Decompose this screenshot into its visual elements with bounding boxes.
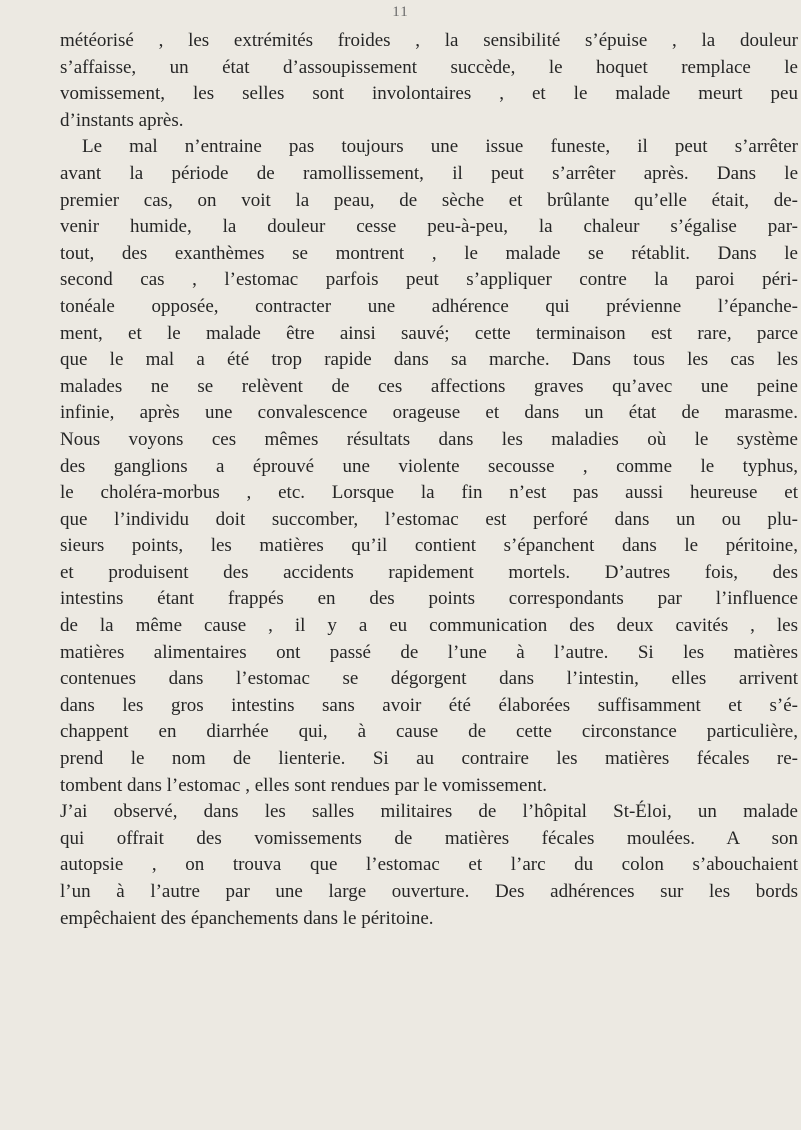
text-line: Le mal n’entraine pas toujours une issue funeste, il peut s’arrêter [82, 136, 798, 158]
text-line: empêchaient des épanchements dans le péritoine. [60, 907, 434, 929]
text-line: ment, et le malade être ainsi sauvé; cette terminaison est rare, parce [60, 322, 798, 344]
text-line: que l’individu doit succomber, l’estomac est perforé dans un ou plu- [60, 508, 798, 530]
text-line: de la même cause , il y a eu communication des deux cavités , les [60, 615, 798, 637]
text-line: tonéale opposée, contracter une adhérence qui prévienne l’épanche- [60, 295, 798, 317]
text-line: qui offrait des vomissements de matières fécales moulées. A son [60, 827, 798, 849]
text-line: autopsie , on trouva que l’estomac et l’arc du colon s’abouchaient [60, 854, 798, 876]
text-line: chappent en diarrhée qui, à cause de cette circonstance particulière, [60, 721, 798, 743]
text-line: infinie, après une convalescence orageuse et dans un état de marasme. [60, 402, 798, 424]
text-line: Nous voyons ces mêmes résultats dans les maladies où le système [60, 428, 798, 450]
page-number: 11 [392, 4, 409, 20]
text-line: météorisé , les extrémités froides , la sensibilité s’épuise , la douleur [60, 30, 798, 51]
text-line: premier cas, on voit la peau, de sèche et brûlante qu’elle était, de- [60, 189, 798, 211]
text-line: matières alimentaires ont passé de l’une à l’autre. Si les matières [60, 641, 798, 663]
text-line: sieurs points, les matières qu’il contient s’épanchent dans le péritoine, [60, 535, 798, 557]
text-line: second cas , l’estomac parfois peut s’appliquer contre la paroi péri- [60, 269, 798, 291]
text-line: intestins étant frappés en des points correspondants par l’influence [60, 588, 798, 610]
text-line: que le mal a été trop rapide dans sa marche. Dans tous les cas les [60, 349, 798, 371]
text-line: d’instants après. [60, 109, 184, 131]
text-line: s’affaisse, un état d’assoupissement succède, le hoquet remplace le [60, 56, 798, 78]
text-line: malades ne se relèvent de ces affections graves qu’avec une peine [60, 375, 798, 397]
text-line: contenues dans l’estomac se dégorgent dans l’intestin, elles arrivent [60, 668, 798, 690]
text-line: prend le nom de lienterie. Si au contraire les matières fécales re- [60, 748, 798, 770]
text-line: et produisent des accidents rapidement mortels. D’autres fois, des [60, 561, 798, 583]
text-line: tout, des exanthèmes se montrent , le malade se rétablit. Dans le [60, 242, 798, 264]
body-text [60, 28, 798, 932]
text-line: l’un à l’autre par une large ouverture. Des adhérences sur les bords [60, 881, 798, 902]
text-line: le choléra-morbus , etc. Lorsque la fin n’est pas aussi heureuse et [60, 482, 798, 504]
text-line: venir humide, la douleur cesse peu-à-peu, la chaleur s’égalise par- [60, 216, 798, 238]
text-line: dans les gros intestins sans avoir été élaborées suffisamment et s’é- [60, 694, 798, 716]
text-line: avant la période de ramollissement, il peut s’arrêter après. Dans le [60, 162, 798, 184]
text-line: des ganglions a éprouvé une violente secousse , comme le typhus, [60, 455, 798, 477]
text-line: J’ai observé, dans les salles militaires de l’hôpital St-Éloi, un malade [60, 801, 798, 823]
text-line: tombent dans l’estomac , elles sont rendues par le vomissement. [60, 774, 548, 796]
text-line: vomissement, les selles sont involontaires , et le malade meurt peu [60, 83, 798, 105]
